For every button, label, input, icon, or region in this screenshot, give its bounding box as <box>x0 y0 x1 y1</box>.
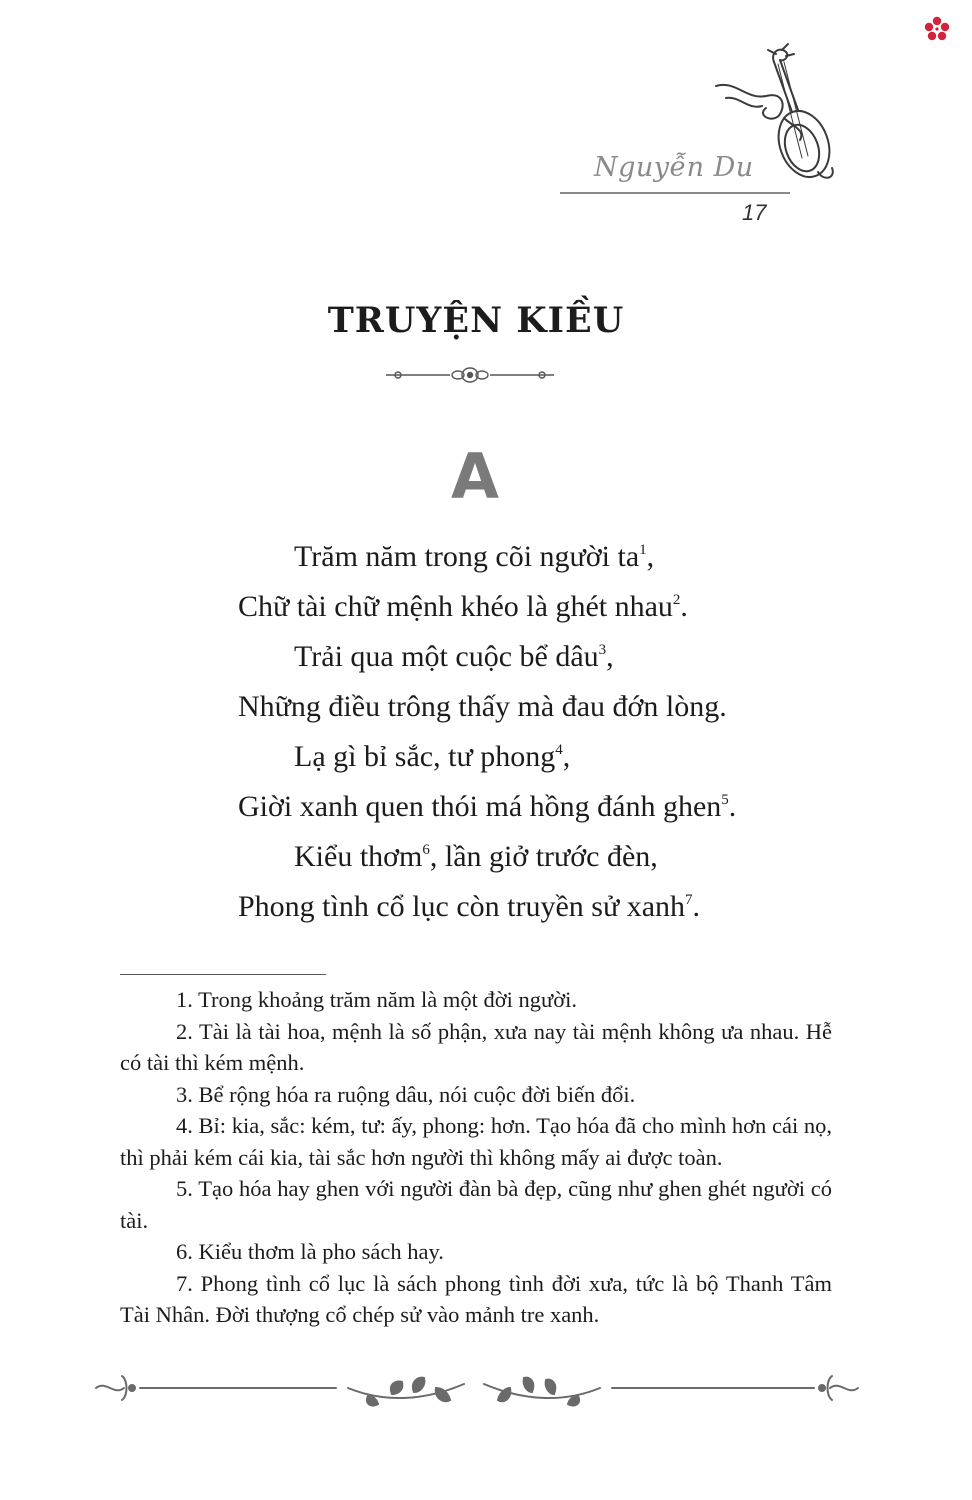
section-letter: A <box>451 440 499 513</box>
footnote-text: Tài là tài hoa, mệnh là số phận, xưa nay tài mệnh không ưa nhau. Hễ có tài thì kém mệnh. <box>120 1018 832 1075</box>
footnote-text: Bể rộng hóa ra ruộng dâu, nói cuộc đời biến đổi. <box>198 1081 636 1107</box>
footnote <box>120 1173 832 1236</box>
verse-ending: , <box>646 540 655 573</box>
footnote-ref: 5 <box>721 792 729 808</box>
title-divider-ornament <box>380 364 560 386</box>
footnote-separator <box>120 974 326 975</box>
verse-text: Kiểu thơm <box>294 840 423 873</box>
bottom-divider-ornament <box>92 1362 862 1422</box>
footnote-number: 3. <box>176 1081 193 1107</box>
verse-ending: . <box>728 790 737 823</box>
poem-verse <box>238 632 878 682</box>
footnote-text: Bỉ: kia, sắc: kém, tư: ấy, phong: hơn. Tạo hóa đã cho mình hơn cái nọ, thì phải kém cái kia, tài sắc hơn người thì không mấy ai được toàn. <box>120 1113 832 1170</box>
footnotes <box>120 984 832 1331</box>
footnote-ref: 3 <box>598 642 607 658</box>
verse-text: Chữ tài chữ mệnh khéo là ghét nhau <box>238 590 673 623</box>
verse-ending: . <box>692 890 701 923</box>
verse-text: Lạ gì bỉ sắc, tư phong <box>294 740 556 773</box>
footnote-text: Tạo hóa hay ghen với người đàn bà đẹp, cũng như ghen ghét người có tài. <box>120 1176 833 1233</box>
poem <box>238 532 878 932</box>
footnote-text: Kiểu thơm là pho sách hay. <box>198 1239 444 1264</box>
verse-ending: , lần giở trước đèn, <box>429 840 658 873</box>
footnote-number: 2. <box>176 1018 193 1044</box>
footnote-ref: 6 <box>422 842 430 858</box>
footnote-ref: 7 <box>685 892 693 908</box>
footnote-text: Phong tình cổ lục là sách phong tình đời xưa, tức là bộ Thanh Tâm Tài Nhân. Đời thượng cổ chép sử vào mảnh tre xanh. <box>120 1270 832 1327</box>
verse-ending: , <box>606 640 614 673</box>
footnote <box>120 1110 832 1173</box>
footnote-number: 7. <box>176 1270 193 1296</box>
footnote <box>120 1079 832 1111</box>
footnote-number: 4. <box>176 1113 193 1138</box>
footnote <box>120 1236 832 1268</box>
footnote-ref: 2 <box>672 592 681 608</box>
poem-verse <box>238 532 878 582</box>
poem-verse <box>238 882 878 932</box>
footnote-number: 5. <box>176 1176 193 1201</box>
verse-ending: , <box>562 740 571 773</box>
footnote-ref: 4 <box>555 742 563 758</box>
footnote <box>120 1268 832 1331</box>
footnote <box>120 1016 832 1079</box>
verse-text: Phong tình cổ lục còn truyền sử xanh <box>238 890 686 923</box>
poem-verse <box>238 582 878 632</box>
verse-ending: . <box>680 590 688 623</box>
verse-text: Những điều trông thấy mà đau đớn lòng. <box>238 690 727 723</box>
poem-verse <box>238 732 878 782</box>
author-name: Nguyễn Du <box>594 152 754 183</box>
verse-text: Trải qua một cuộc bể dâu <box>294 640 599 673</box>
running-header <box>520 40 850 225</box>
page-number: 17 <box>742 200 767 225</box>
poem-verse <box>238 782 878 832</box>
poem-verse <box>238 832 878 882</box>
footnote-number: 1. <box>176 987 193 1012</box>
footnote <box>120 984 832 1016</box>
footnote-text: Trong khoảng trăm năm là một đời người. <box>198 987 577 1012</box>
footnote-number: 6. <box>176 1239 193 1264</box>
lute-icon <box>696 40 846 190</box>
flower-logo-icon <box>924 16 950 42</box>
header-rule <box>560 192 790 194</box>
footnote-ref: 1 <box>639 542 647 558</box>
page-title: TRUYỆN KIỀU <box>327 300 625 341</box>
verse-text: Giời xanh quen thói má hồng đánh ghen <box>238 790 722 823</box>
poem-verse <box>238 682 878 732</box>
verse-text: Trăm năm trong cõi người ta <box>294 540 640 573</box>
